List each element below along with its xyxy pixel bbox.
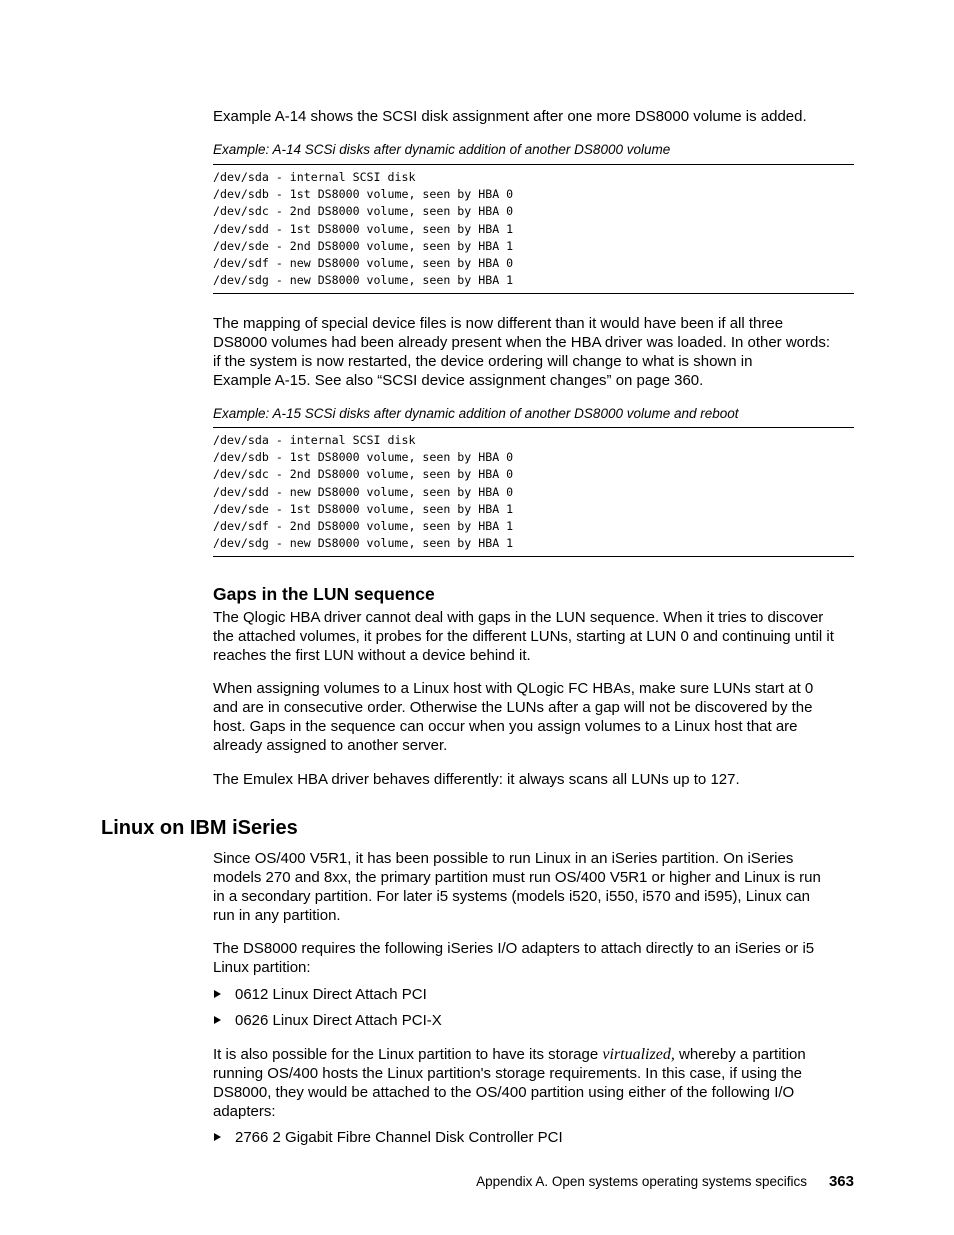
code-line: /dev/sdf - 2nd DS8000 volume, seen by HBA 1 xyxy=(213,519,514,534)
bullet-triangle-icon xyxy=(214,1016,221,1024)
iseries-p1-line: models 270 and 8xx, the primary partition must run OS/400 V5R1 or higher and Linux is run xyxy=(213,869,821,886)
iseries-p3-text: It is also possible for the Linux partition to have its storage xyxy=(213,1046,603,1063)
bullet-triangle-icon xyxy=(214,1133,221,1141)
gaps-p2-line: and are in consecutive order. Otherwise the LUNs after a gap will not be discovered by the xyxy=(213,699,813,716)
gaps-paragraph-1 xyxy=(213,608,854,665)
mapping-line: The mapping of special device files is now different than it would have been if all three xyxy=(213,315,784,332)
iseries-paragraph-2 xyxy=(213,939,854,977)
intro-paragraph-block xyxy=(213,107,854,126)
gaps-paragraph-3 xyxy=(213,770,854,789)
iseries-p3-line: adapters: xyxy=(213,1103,276,1120)
intro-paragraph: Example A-14 shows the SCSI disk assignment after one more DS8000 volume is added. xyxy=(213,108,807,125)
gaps-p1-line: reaches the first LUN without a device behind it. xyxy=(213,647,531,664)
example-a15-caption: Example: A-15 SCSi disks after dynamic addition of another DS8000 volume and reboot xyxy=(213,406,739,421)
iseries-p1-line: Since OS/400 V5R1, it has been possible to run Linux in an iSeries partition. On iSeries xyxy=(213,850,794,867)
code-line: /dev/sdb - 1st DS8000 volume, seen by HBA 0 xyxy=(213,450,514,465)
code-line: /dev/sde - 1st DS8000 volume, seen by HBA 1 xyxy=(213,501,514,516)
iseries-p1-line: run in any partition. xyxy=(213,907,341,924)
list-item xyxy=(213,1011,854,1030)
code-line: /dev/sda - internal SCSI disk xyxy=(213,170,416,184)
example-a14-caption: Example: A-14 SCSi disks after dynamic addition of another DS8000 volume xyxy=(213,142,671,157)
list-item-text: 2766 2 Gigabit Fibre Channel Disk Controller PCI xyxy=(235,1129,563,1146)
code-line: /dev/sdg - new DS8000 volume, seen by HBA 1 xyxy=(213,536,514,551)
code-line: /dev/sdb - 1st DS8000 volume, seen by HBA 0 xyxy=(213,187,514,202)
fibre-bullet-list xyxy=(213,1128,854,1147)
code-line: /dev/sdg - new DS8000 volume, seen by HBA 1 xyxy=(213,273,514,288)
code-line: /dev/sdd - new DS8000 volume, seen by HBA 0 xyxy=(213,484,514,499)
list-item-text: 0626 Linux Direct Attach PCI-X xyxy=(235,1012,442,1029)
list-item-text: 0612 Linux Direct Attach PCI xyxy=(235,986,427,1003)
iseries-p1-line: in a secondary partition. For later i5 systems (models i520, i550, i570 and i595), Linux can xyxy=(213,888,810,905)
mapping-line: Example A-15. See also “SCSI device assignment changes” on page 360. xyxy=(213,372,704,389)
gaps-p1-line: the attached volumes, it probes for the different LUNs, starting at LUN 0 and continuing until it xyxy=(213,628,834,645)
code-line: /dev/sde - 2nd DS8000 volume, seen by HBA 1 xyxy=(213,238,514,253)
list-item xyxy=(213,985,854,1004)
gaps-p3: The Emulex HBA driver behaves differently: it always scans all LUNs up to 127. xyxy=(213,771,740,788)
gaps-p2-line: When assigning volumes to a Linux host with QLogic FC HBAs, make sure LUNs start at 0 xyxy=(213,680,814,697)
code-line: /dev/sdd - 1st DS8000 volume, seen by HBA 1 xyxy=(213,221,514,236)
page-footer xyxy=(476,1173,854,1190)
mapping-line: if the system is now restarted, the device ordering will change to what is shown in xyxy=(213,353,753,370)
iseries-p2-line: Linux partition: xyxy=(213,959,311,976)
gaps-section xyxy=(213,584,854,605)
code-line: /dev/sda - internal SCSI disk xyxy=(213,433,416,447)
iseries-paragraph-1 xyxy=(213,849,854,925)
gaps-p2-line: already assigned to another server. xyxy=(213,737,448,754)
gaps-p1-line: The Qlogic HBA driver cannot deal with gaps in the LUN sequence. When it tries to discover xyxy=(213,609,824,626)
footer-text: Appendix A. Open systems operating systems specifics xyxy=(476,1174,807,1189)
gaps-p2-line: host. Gaps in the sequence can occur when you assign volumes to a Linux host that are xyxy=(213,718,798,735)
page-number: 363 xyxy=(828,1173,854,1190)
iseries-p3-line: DS8000, they would be attached to the OS/400 partition using either of the following I/O xyxy=(213,1084,795,1101)
iseries-p3-line xyxy=(213,1045,854,1064)
iseries-p3-emphasis: virtualized, xyxy=(602,1046,675,1063)
list-item xyxy=(213,1128,854,1147)
mapping-paragraph xyxy=(213,314,854,390)
code-line: /dev/sdc - 2nd DS8000 volume, seen by HBA 0 xyxy=(213,467,514,482)
bullet-triangle-icon xyxy=(214,990,221,998)
example-a14-code xyxy=(213,164,854,294)
iseries-p2-line: The DS8000 requires the following iSeries I/O adapters to attach directly to an iSeries or i5 xyxy=(213,940,815,957)
iseries-p3-line: running OS/400 hosts the Linux partition's storage requirements. In this case, if using the xyxy=(213,1065,803,1082)
example-a15 xyxy=(213,406,854,557)
code-line: /dev/sdc - 2nd DS8000 volume, seen by HBA 0 xyxy=(213,204,514,219)
iseries-paragraph-3 xyxy=(213,1045,854,1121)
code-line: /dev/sdf - new DS8000 volume, seen by HBA 0 xyxy=(213,256,514,271)
gaps-heading: Gaps in the LUN sequence xyxy=(213,584,435,604)
example-a14 xyxy=(213,142,854,294)
adapter-bullet-list xyxy=(213,985,854,1030)
iseries-heading: Linux on IBM iSeries xyxy=(101,817,298,839)
iseries-p3-text: whereby a partition xyxy=(674,1046,806,1063)
mapping-line: DS8000 volumes had been already present when the HBA driver was loaded. In other words: xyxy=(213,334,831,351)
example-a15-code xyxy=(213,427,854,557)
gaps-paragraph-2 xyxy=(213,679,854,755)
